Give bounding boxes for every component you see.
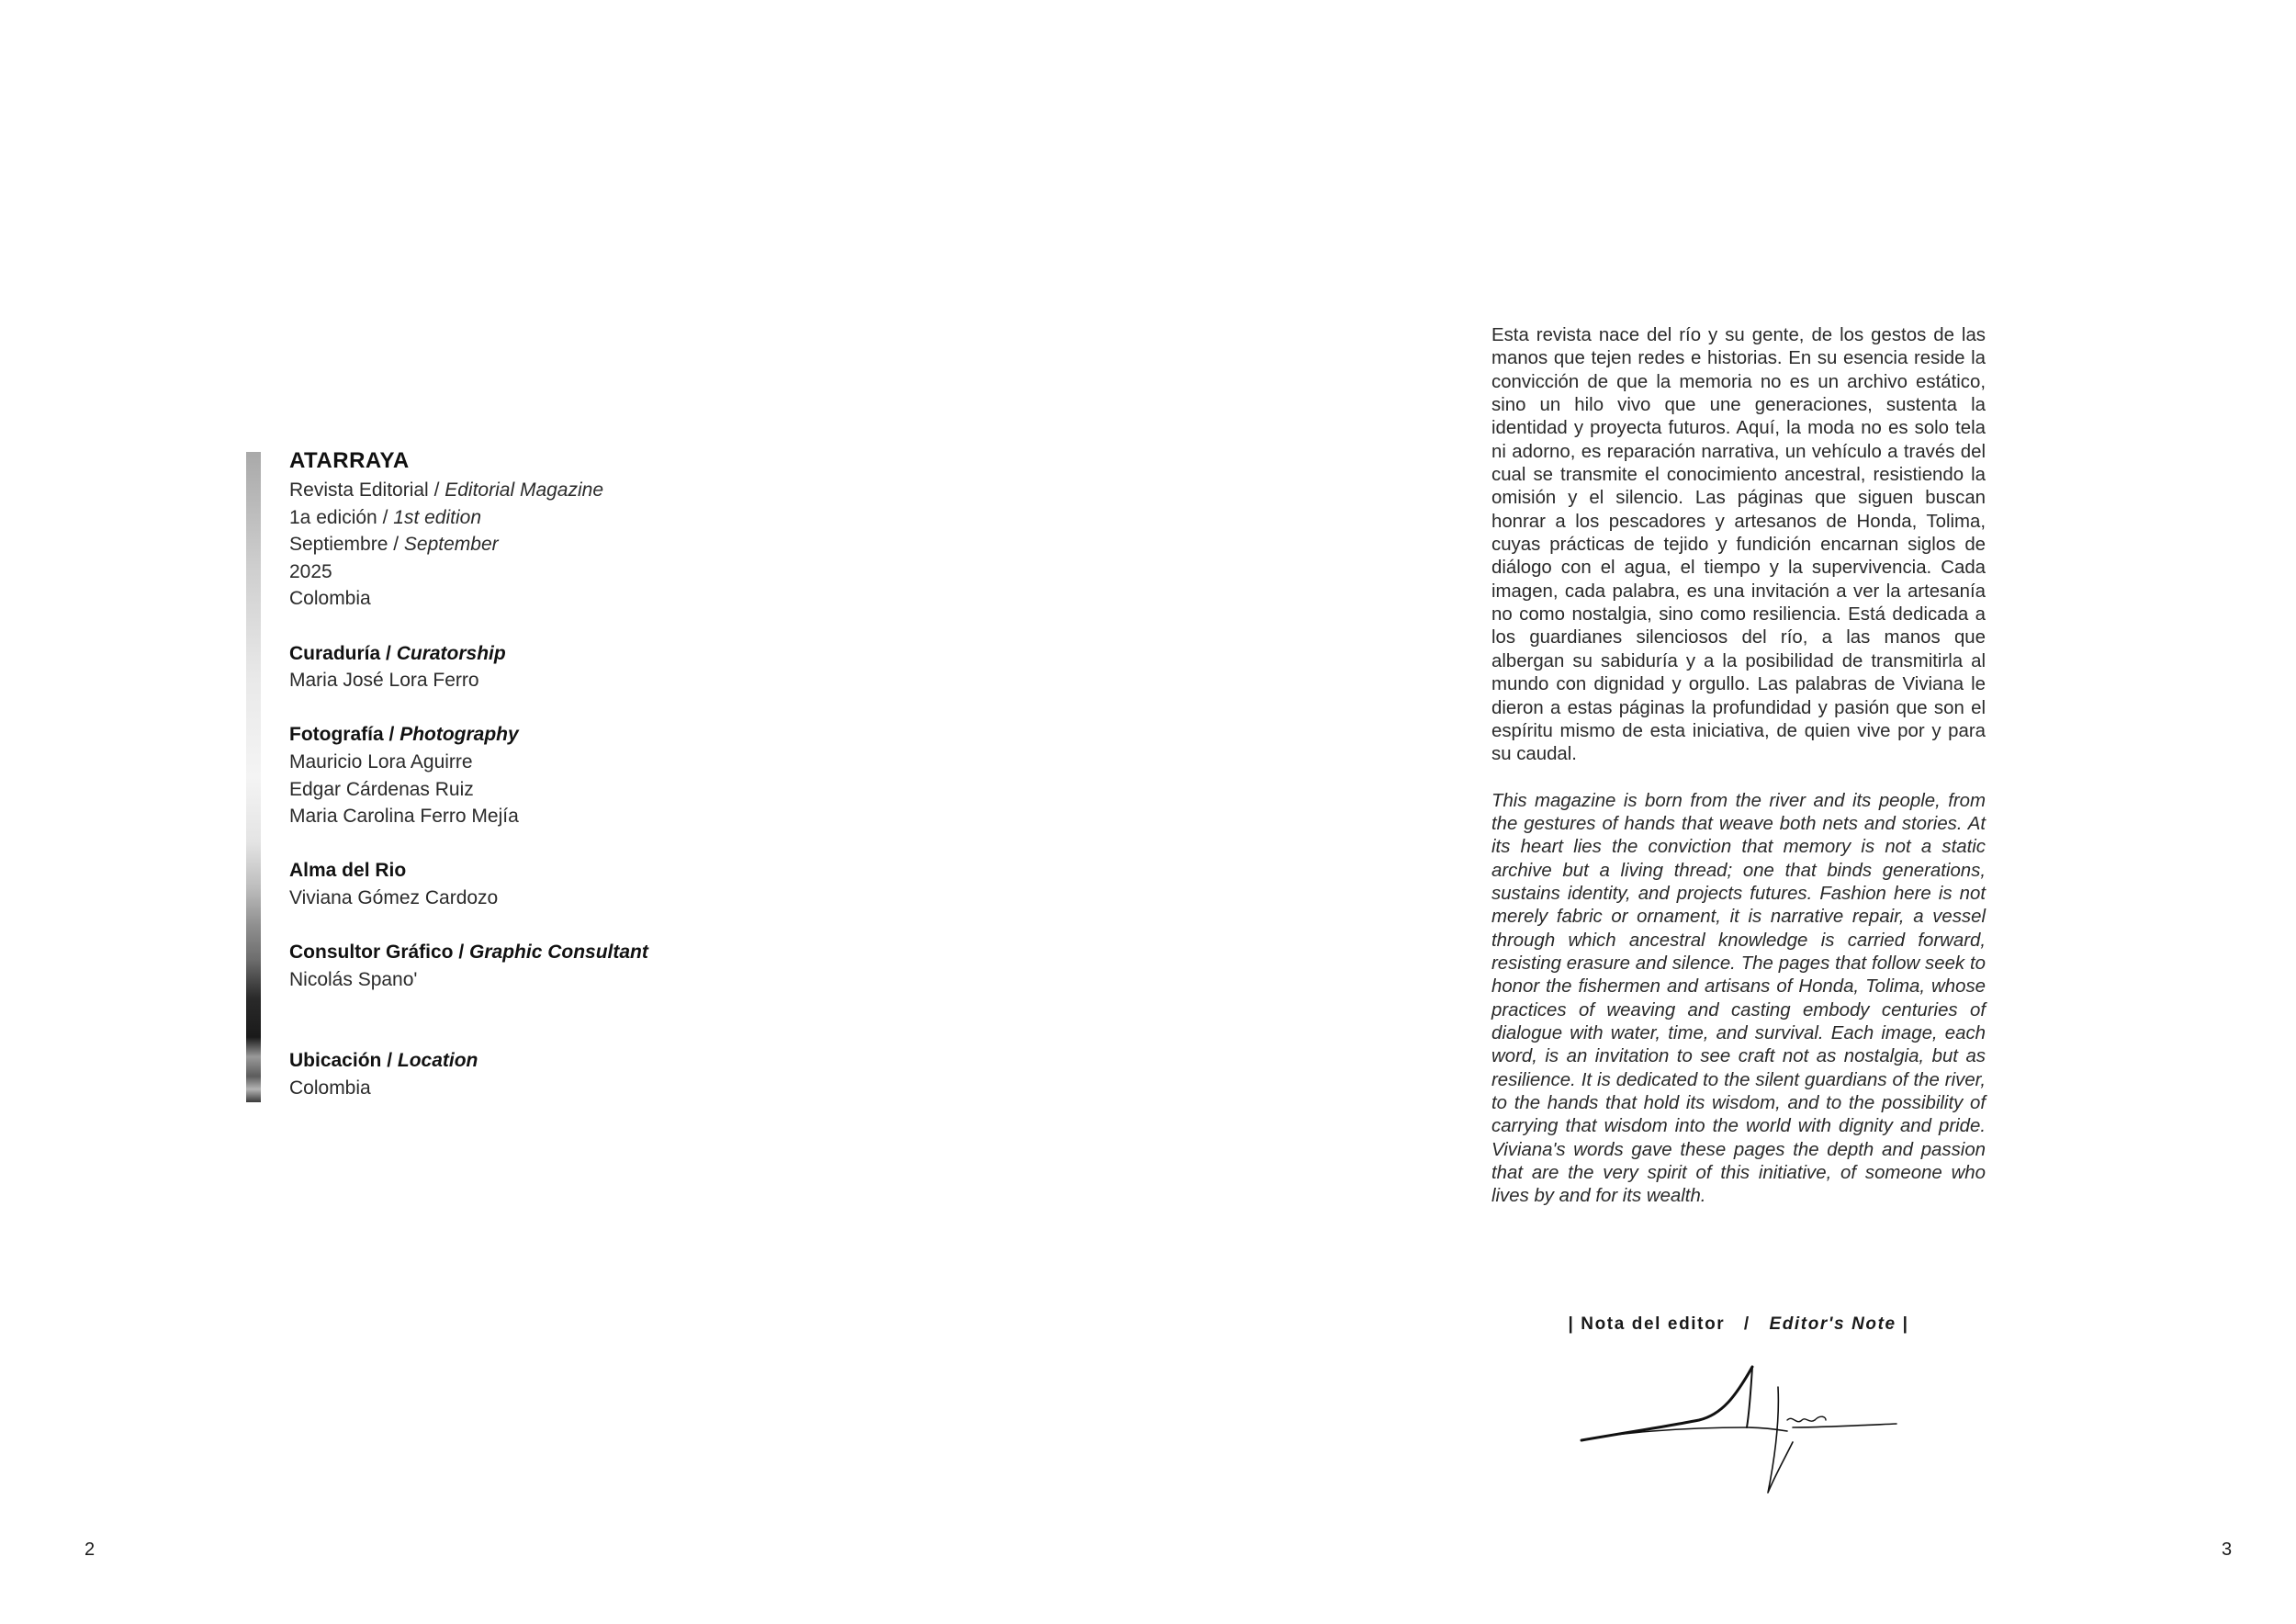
curator-name: Maria José Lora Ferro — [289, 670, 479, 692]
photographer-name: Maria Carolina Ferro Mejía — [289, 806, 519, 828]
page-number-left: 2 — [84, 1539, 96, 1560]
year: 2025 — [289, 560, 332, 582]
letter-text-en: This magazine is born from the river and its people, from the gestures of hands that weave both nets and stories. At its heart lies the conviction that memory is not a static archive but a living thread; one that binds generations, sustains identity, and projects futures. Fashion here is not merely fabric or ornament, it is narrative repair, a vessel through which ancestral knowledge is carried forward, resisting erasure and silence. The pages that follow seek to honor the fishermen and artisans of Honda, Tolima, whose practices of weaving and casting embody centuries of dialogue with water, time, and survival. Each image, each word, is an invitation to see craft not as nostalgia, but as resilience. It is dedicated to the silent guardians of the river, to the hands that hold its wisdom, and to the possibility of carrying that wisdom into the world with dignity and pride. Viviana's words gave these pages the depth and passion that are the very spirit of this initiative, of someone who lives by and for its wealth. — [1491, 790, 1986, 1207]
country: Colombia — [289, 588, 371, 610]
page-number-right: 3 — [2222, 1539, 2233, 1560]
consultant-name: Nicolás Spano' — [289, 968, 418, 990]
location-value: Colombia — [289, 1077, 371, 1099]
magazine-type: Revista Editorial / Editorial Magazine — [289, 479, 604, 501]
credits-block — [289, 447, 932, 1101]
curatorship-heading: Curaduría / Curatorship — [289, 642, 506, 664]
photography-heading: Fotografía / Photography — [289, 724, 519, 746]
photo-strip — [246, 452, 261, 1102]
month: Septiembre / September — [289, 534, 499, 556]
editor-letter — [1491, 324, 1986, 1209]
location-heading: Ubicación / Location — [289, 1050, 478, 1072]
consultant-heading: Consultor Gráfico / Graphic Consultant — [289, 942, 648, 964]
editor-signature-icon — [1580, 1359, 1901, 1516]
editor-note-label: | Nota del editor / Editor's Note | — [1568, 1314, 1909, 1334]
alma-name: Viviana Gómez Cardozo — [289, 886, 499, 908]
letter-text-es: Esta revista nace del río y su gente, de los gestos de las manos que tejen redes e historias. En su esencia reside la convicción de que la memoria no es un archivo estático, sino un hilo vivo que une generaciones, sustenta la identidad y proyecta futuros. Aquí, la moda no es solo tela ni adorno, es reparación narrativa, un vehículo a través del cual se transmite el conocimiento ancestral, resistiendo la omisión y el silencio. Las páginas que siguen buscan honrar a los pescadores y artesanos de Honda, Tolima, cuyas prácticas de tejido y fundición encarnan siglos de diálogo con el agua, el tiempo y la supervivencia. Cada imagen, cada palabra, es una invitación a ver la artesanía no como nostalgia, sino como resiliencia. Está dedicada a los guardianes silenciosos del río, a las manos que albergan su sabiduría y a la posibilidad de transmitirla al mundo con dignidad y orgullo. Las palabras de Viviana le dieron a estas páginas la profundidad y pasión que son el espíritu mismo de esta iniciativa, de quien vive por y para su caudal. — [1491, 325, 1986, 765]
photographer-name: Mauricio Lora Aguirre — [289, 750, 473, 773]
edition: 1a edición / 1st edition — [289, 506, 481, 528]
alma-heading: Alma del Rio — [289, 860, 407, 882]
photographer-name: Edgar Cárdenas Ruiz — [289, 778, 474, 800]
magazine-title: ATARRAYA — [289, 448, 410, 473]
